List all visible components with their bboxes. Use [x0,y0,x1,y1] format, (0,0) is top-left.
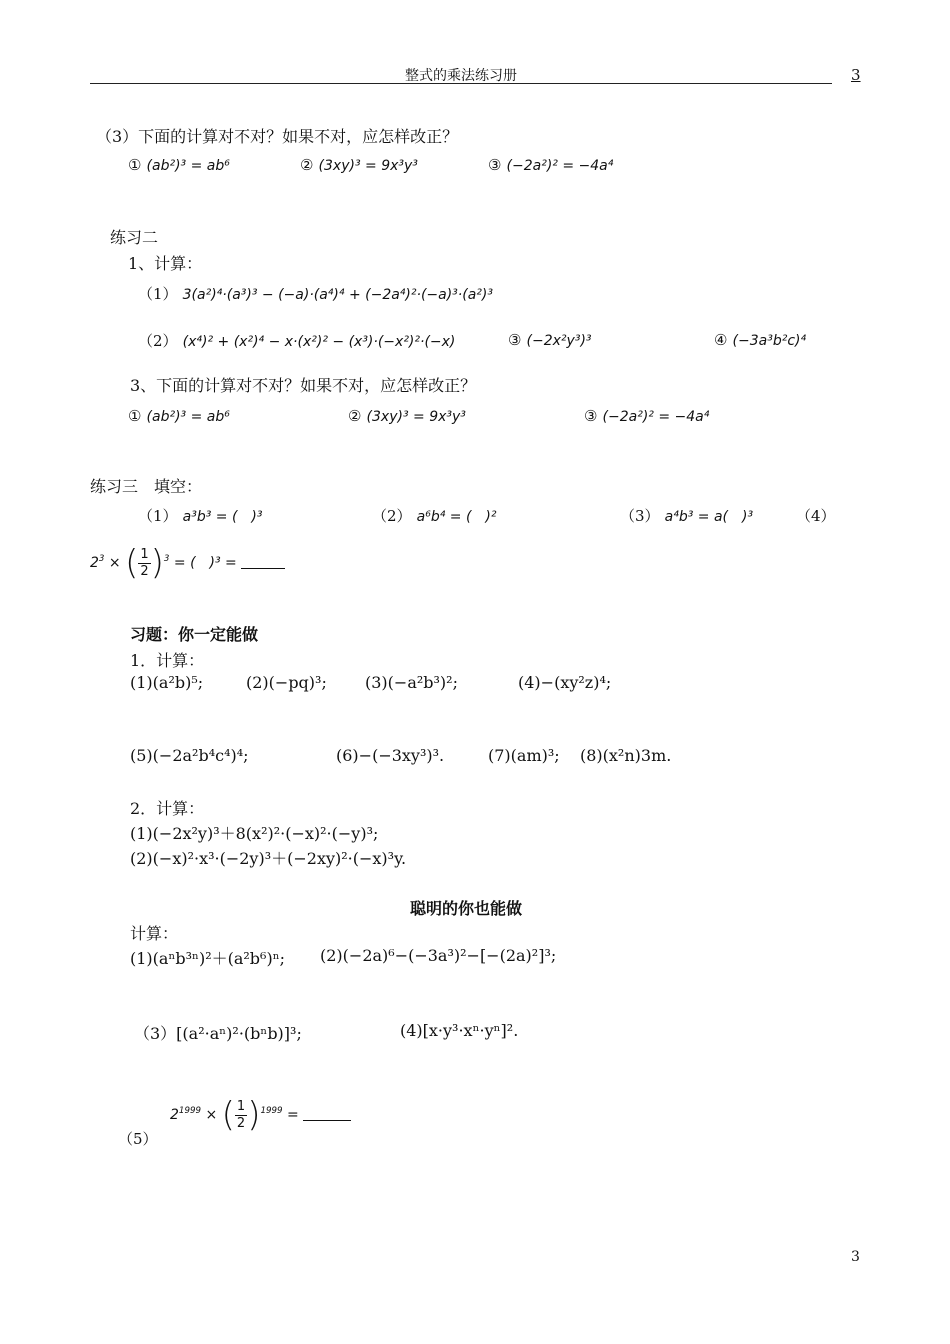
denominator: 2 [236,1115,246,1131]
smart-q5-expression [170,1095,351,1135]
exercise2-part3 [508,330,592,349]
exercise2-item-3 [584,406,709,425]
answer-blank[interactable] [241,554,285,569]
exponent: 1999 [260,1105,283,1116]
math-expression: (−2x²y³)³ [526,333,592,349]
section1-item-3 [488,155,613,174]
practice-row1-item1: (1)(a²b)⁵; [130,673,204,692]
math-expression: (−2a²)² = −4a⁴ [506,158,614,174]
exercise2-title: 练习二 [110,228,159,247]
math-expression: (−3a³b²c)⁴ [732,333,807,349]
item-number: ① [128,407,142,425]
exponent: 3 [98,553,105,564]
item-number: ③ [488,156,502,174]
smart-row1-item1: (1)(aⁿb³ⁿ)²＋(a²b⁶)ⁿ; [130,949,286,968]
practice-row2-item1: (5)(−2a²b⁴c⁴)⁴; [130,746,249,765]
smart-q5-label: （5） [118,1130,158,1148]
exercise2-part4 [714,330,806,349]
equals-sign: = [286,1107,299,1123]
item-number: ① [128,156,142,174]
smart-row1-item2: (2)(−2a)⁶−(−3a³)²−[−(2a)²]³; [320,946,557,965]
math-expression: a³b³ = ( )³ [182,509,263,525]
exercise3-item-4-expression [90,543,285,583]
smart-row2-item1: （3）[(a²·aⁿ)²·(bⁿb)]³; [134,1024,302,1043]
part-label: （2） [138,332,178,350]
smart-title: 聪明的你也能做 [410,899,523,918]
denominator: 2 [140,563,149,579]
part-label: （3） [620,507,660,525]
section1-question: （3）下面的计算对不对？如果不对，应怎样改正？ [96,127,459,146]
page-header-number: 3 [851,66,861,84]
header-divider [90,83,832,84]
exercise2-q1: 1、计算： [128,254,203,273]
part-label: （4） [796,507,836,525]
practice-row2-item3: (7)(am)³; [488,746,560,765]
section1-item-1 [128,155,230,174]
smart-calc-label: 计算： [130,924,179,943]
item-number: ② [300,156,314,174]
practice-q2-1: (1)(−2x²y)³＋8(x²)²·(−x)²·(−y)³; [130,824,379,843]
item-number: ③ [508,331,522,349]
fraction [235,1099,247,1132]
section1-item-2 [300,155,418,174]
numerator: 1 [236,1098,246,1114]
math-expression: (x⁴)² + (x²)⁴ − x·(x²)² − (x³)·(−x²)²·(−x) [182,334,456,350]
practice-q1: 1．计算： [130,651,205,670]
exercise3-item-3 [620,505,753,526]
exercise2-q3: 3、下面的计算对不对？如果不对，应怎样改正？ [130,376,477,395]
page-footer-number: 3 [851,1249,860,1265]
exercise3-item-4 [796,505,836,526]
exercise2-part1 [138,283,493,304]
practice-q2-2: (2)(−x)²·x³·(−2y)³＋(−2xy)²·(−x)³y. [130,849,407,868]
answer-blank[interactable] [303,1106,351,1121]
math-expression: (3xy)³ = 9x³y³ [318,158,418,174]
page-header-title: 整式的乘法练习册 [405,68,517,84]
base: 2 [170,1107,179,1123]
exercise2-part2 [138,330,455,351]
item-number: ③ [584,407,598,425]
practice-row1-item2: (2)(−pq)³; [246,673,327,692]
part-label: （2） [372,507,412,525]
math-expression: (−2a²)² = −4a⁴ [602,409,710,425]
exponent: 1999 [178,1105,201,1116]
right-paren: ) [150,543,164,583]
practice-q2: 2．计算： [130,799,205,818]
math-expression: (ab²)³ = ab⁶ [146,409,230,425]
math-expression: a⁴b³ = a( )³ [664,509,754,525]
left-paren: ( [221,1095,235,1135]
right-paren: ) [247,1095,261,1135]
exercise2-item-2 [348,406,466,425]
exercise3-item-2 [372,505,497,526]
practice-row2-item4: (8)(x²n)3m. [580,746,672,765]
smart-row2-item2: (4)[x·y³·xⁿ·yⁿ]². [400,1021,519,1040]
times-sign: × [205,1107,218,1123]
math-expression: 3(a²)⁴·(a³)³ − (−a)·(a⁴)⁴ + (−2a⁴)²·(−a)³·(a²)³ [182,287,493,303]
practice-row1-item4: (4)−(xy²z)⁴; [518,673,612,692]
exercise2-item-1 [128,406,230,425]
practice-row1-item3: (3)(−a²b³)²; [365,673,458,692]
left-paren: ( [125,543,139,583]
math-expression: (3xy)³ = 9x³y³ [366,409,466,425]
math-expression: a⁶b⁴ = ( )² [416,509,497,525]
part-label: （1） [138,285,178,303]
item-number: ④ [714,331,728,349]
base: 2 [90,555,99,571]
exercise3-title: 练习三 填空： [90,477,203,496]
practice-title: 习题：你一定能做 [130,625,259,644]
part-label: （1） [138,507,178,525]
expression-tail: = ( )³ = [173,555,237,571]
math-expression: (ab²)³ = ab⁶ [146,158,230,174]
exercise3-item-1 [138,505,263,526]
fraction [138,547,150,580]
item-number: ② [348,407,362,425]
practice-row2-item2: (6)−(−3xy³)³. [336,746,445,765]
numerator: 1 [140,546,149,562]
exponent: 3 [163,553,170,564]
times-sign: × [108,555,121,571]
